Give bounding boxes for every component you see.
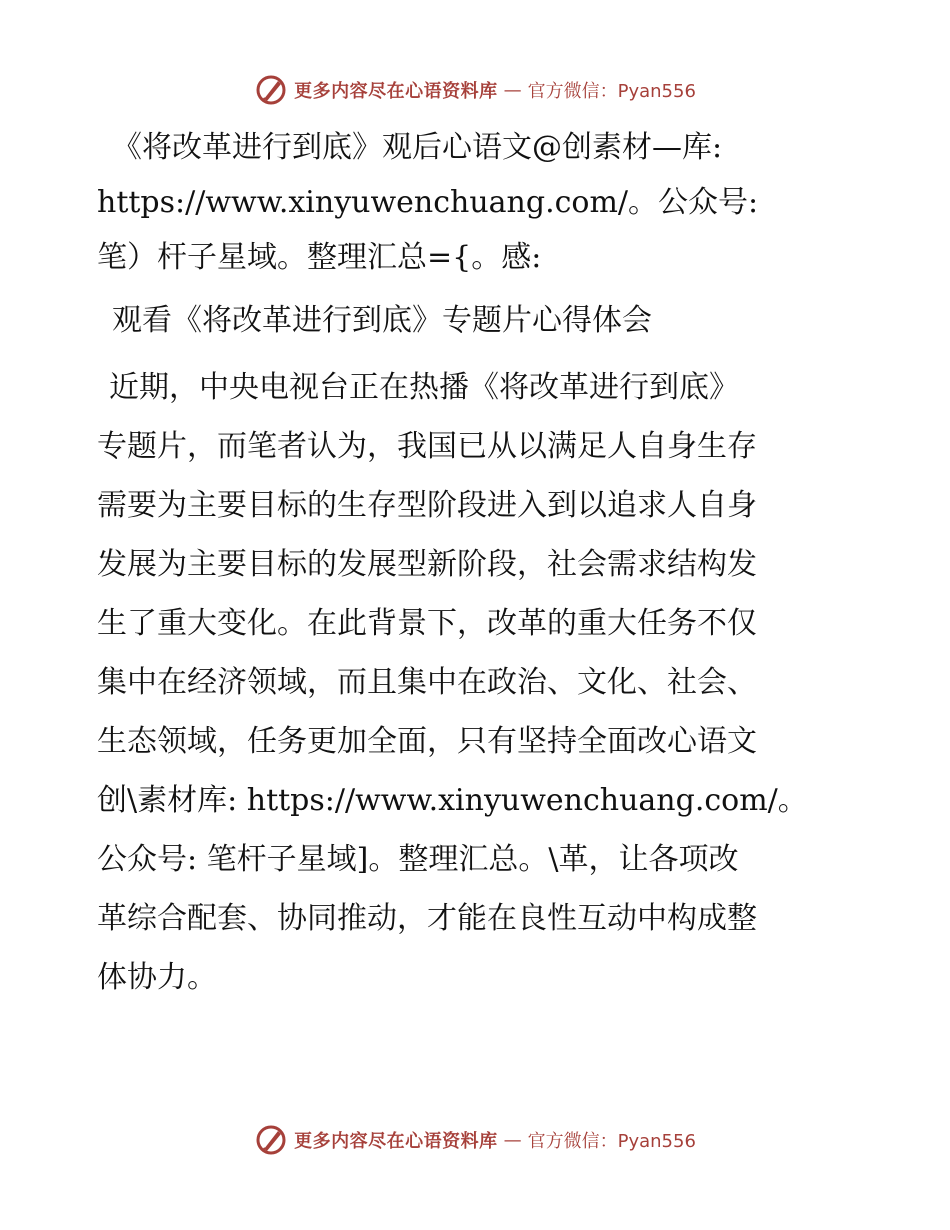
document-title: 观看《将改革进行到底》专题片心得体会 — [112, 303, 652, 338]
intro-line-2: https://www.xinyuwenchuang.com/。公众号: — [97, 185, 759, 220]
banner-separator: — — [503, 79, 522, 101]
quill-pen-logo-icon — [254, 1123, 288, 1157]
body-line: 近期，中央电视台正在热播《将改革进行到底》 — [109, 370, 739, 405]
body-line: 需要为主要目标的生存型阶段进入到以追求人自身 — [97, 488, 757, 523]
document-body — [97, 120, 857, 1007]
banner-slogan: 更多内容尽在心语资料库 — [294, 1131, 498, 1152]
banner-wechat-contact: 官方微信：Pyan556 — [527, 81, 696, 102]
body-line: 体协力。 — [97, 960, 217, 995]
body-line: 革综合配套、协同推动，才能在良性互动中构成整 — [97, 901, 757, 936]
banner-content — [254, 1123, 696, 1157]
body-line: 公众号: 笔杆子星域]。整理汇总。\革，让各项改 — [97, 842, 739, 877]
body-line: 生了重大变化。在此背景下，改革的重大任务不仅 — [97, 606, 757, 641]
body-line: 集中在经济领域，而且集中在政治、文化、社会、 — [97, 665, 757, 700]
quill-pen-logo-icon — [254, 73, 288, 107]
body-line: 生态领域，任务更加全面，只有坚持全面改心语文 — [97, 724, 757, 759]
body-line: 发展为主要目标的发展型新阶段，社会需求结构发 — [97, 547, 757, 582]
banner-separator: — — [503, 1129, 522, 1151]
body-line: 创\素材库: https://www.xinyuwenchuang.com/。 — [97, 783, 808, 818]
body-line: 专题片，而笔者认为，我国已从以满足人自身生存 — [97, 429, 757, 464]
banner-content — [254, 73, 696, 107]
header-banner — [0, 70, 950, 110]
body-paragraph — [97, 358, 857, 1007]
banner-slogan: 更多内容尽在心语资料库 — [294, 81, 498, 102]
footer-banner — [0, 1120, 950, 1160]
intro-line-1: 《将改革进行到底》观后心语文@创素材—库: — [112, 130, 723, 165]
banner-wechat-contact: 官方微信：Pyan556 — [527, 1131, 696, 1152]
intro-line-3: 笔）杆子星域。整理汇总={。感: — [97, 240, 542, 275]
